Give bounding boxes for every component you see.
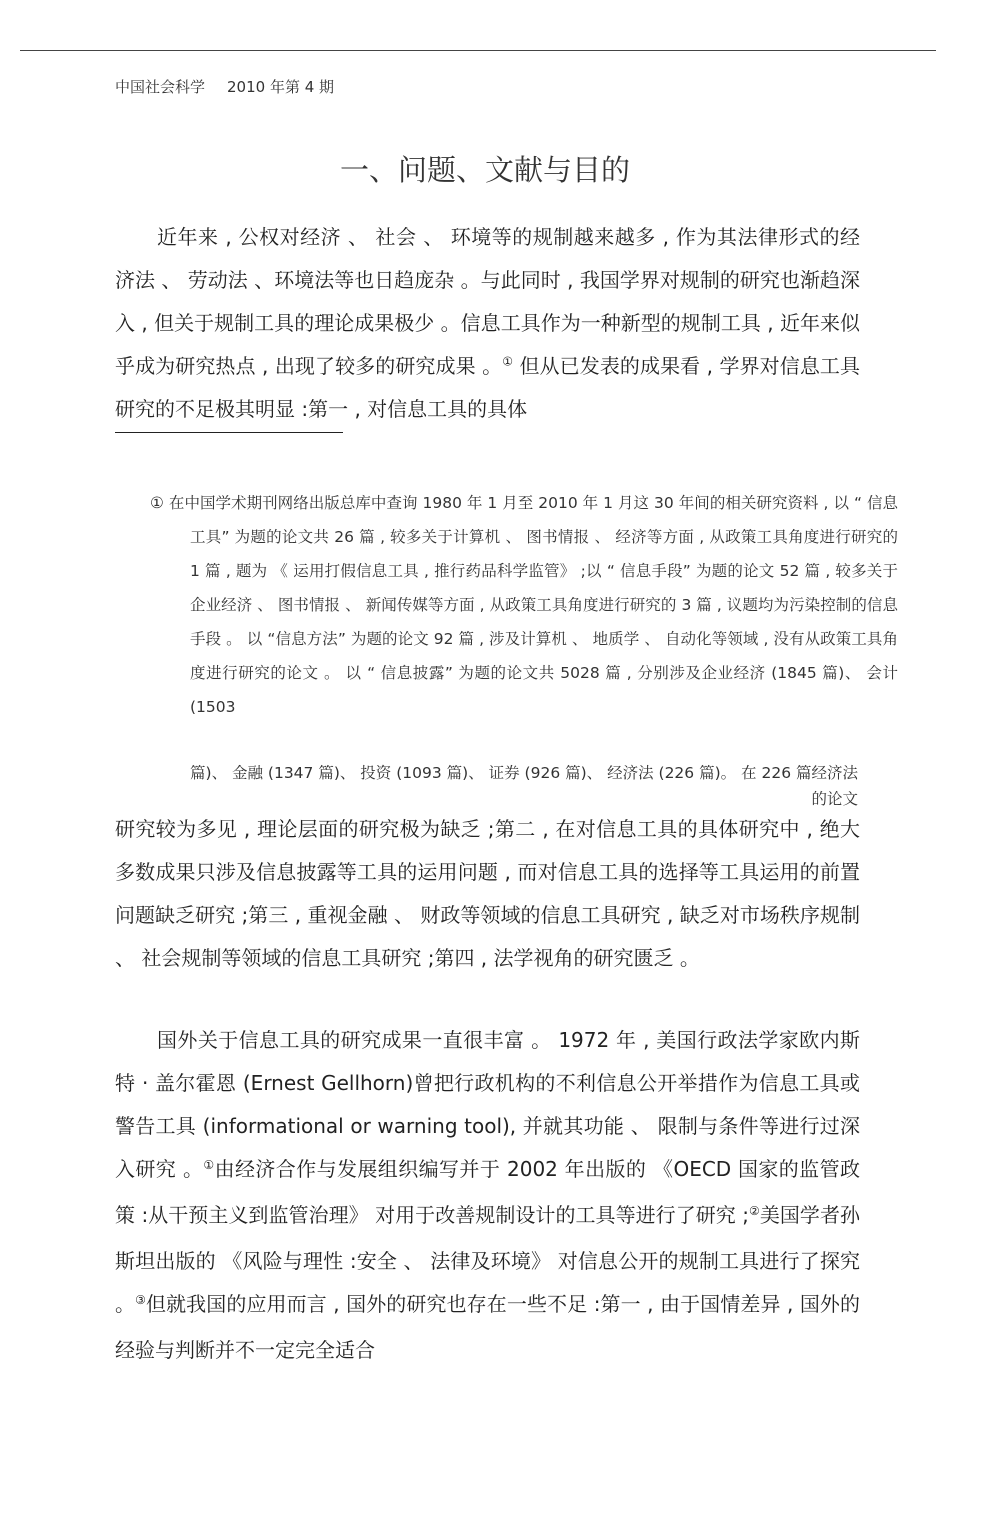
section-title: 一、问题、文献与目的 xyxy=(339,153,630,187)
paragraph-1 xyxy=(115,216,860,431)
top-rule xyxy=(20,50,936,51)
paragraph-3-text-2: 由经济合作与发展组织编写并于 2002 年出版的 《OECD 国家的监管政策 :从干预主义到监管治理》 对用于改善规制设计的工具等进行了研究 ; xyxy=(115,1157,860,1227)
footnote-1-tail-line-2: 的论文 xyxy=(811,790,858,808)
paragraph-1-text-cont: 但从已发表的成果看 , 学界对信息工具研究的不足极其明显 :第一 , 对信息工具的具体 xyxy=(115,354,860,421)
footnote-ref-2[interactable]: ② xyxy=(748,1204,760,1218)
paragraph-3 xyxy=(115,1019,860,1372)
paragraph-1-text: 近年来 , 公权对经济 、 社会 、 环境等的规制越来越多 , 作为其法律形式的经济法 、 劳动法 、环境法等也日趋庞杂 。与此同时 , 我国学界对规制的研究也渐趋深入 , 但关于规制工具的理论成果极少 。信息工具作为一种新型的规制工具 , 近年来似乎成为研究热点 , 出现了较多的研究成果 。 xyxy=(115,225,860,378)
footnote-ref-1[interactable]: ① xyxy=(203,1158,215,1172)
paragraph-3-text-4: 但就我国的应用而言 , 国外的研究也存在一些不足 :第一 , 由于国情差异 , 国外的经验与判断并不一定完全适合 xyxy=(115,1292,861,1362)
paragraph-3-text-3: 美国学者孙斯坦出版的 《风险与理性 :安全 、 法律及环境》 对信息公开的规制工具进行了探究 。 xyxy=(115,1203,860,1316)
paragraph-3-text-1: 国外关于信息工具的研究成果一直很丰富 。 1972 年 , 美国行政法学家欧内斯特 · 盖尔霍恩 (Ernest Gellhorn)曾把行政机构的不利信息公开举措作为信息工具或警告工具 (informational or warning tool), 并就其功能 、 限制与条件等进行过深入研究 。 xyxy=(115,1028,860,1181)
footnote-1-mark: ① xyxy=(150,494,164,512)
footnote-ref-1[interactable]: ① xyxy=(502,354,514,369)
footnote-1-text: 在中国学术期刊网络出版总库中查询 1980 年 1 月至 2010 年 1 月这 30 年间的相关研究资料 , 以 “ 信息工具” 为题的论文共 26 篇 , 较多关于计算机 、 图书情报 、 经济等方面 , 从政策工具角度进行研究的 1 篇 , 题为 《 运用打假信息工具 , 推行药品科学监管》 ;以 “ 信息手段” 为题的论文 52 篇 , 较多关于企业经济 、 图书情报 、 新闻传媒等方面 , 从政策工具角度进行研究的 3 篇 , 议题均为污染控制的信息手段 。 以 “信息方法” 为题的论文 92 篇 , 涉及计算机 、 地质学 、 自动化等领域 , 没有从政策工具角度进行研究的论文 。 以 “ 信息披露” 为题的论文共 5028 篇 , 分别涉及企业经济 (1845 篇)、 会计 (1503 xyxy=(163,494,898,716)
footnote-1-tail xyxy=(120,760,858,812)
footnote-ref-3[interactable]: ③ xyxy=(135,1293,146,1307)
footnote-1 xyxy=(150,486,898,724)
issue-number: 2010 年第 4 期 xyxy=(227,78,335,96)
running-header xyxy=(115,76,334,97)
footnote-divider xyxy=(115,432,343,433)
journal-name: 中国社会科学 xyxy=(115,78,206,96)
paragraph-2: 研究较为多见 , 理论层面的研究极为缺乏 ;第二 , 在对信息工具的具体研究中 , 绝大多数成果只涉及信息披露等工具的运用问题 , 而对信息工具的选择等工具运用的前置问题缺乏研究 ;第三 , 重视金融 、 财政等领域的信息工具研究 , 缺乏对市场秩序规制 、 社会规制等领域的信息工具研究 ;第四 , 法学视角的研究匮乏 。 xyxy=(115,817,860,970)
footnote-1-tail-line-1: 篇)、 金融 (1347 篇)、 投资 (1093 篇)、 证券 (926 篇)、 经济法 (226 篇)。 在 226 篇经济法 xyxy=(190,764,858,782)
